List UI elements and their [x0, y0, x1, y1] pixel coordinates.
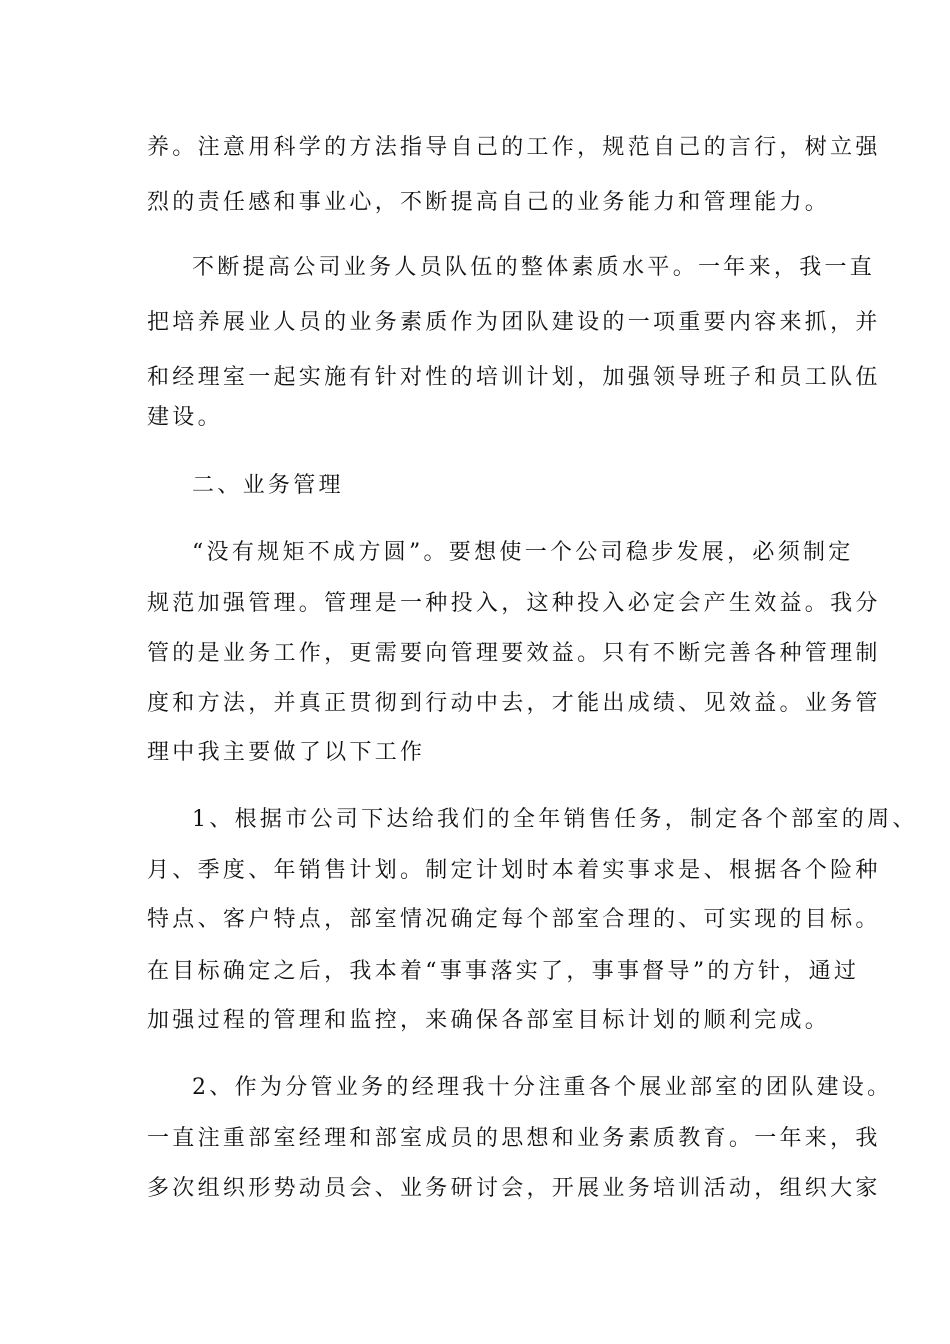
text-line: 规范加强管理。管理是一种投入，这种投入必定会产生效益。我分: [147, 591, 881, 616]
text-line: 多次组织形势动员会、业务研讨会，开展业务培训活动，组织大家: [147, 1176, 881, 1201]
text-line: 理中我主要做了以下工作: [147, 740, 426, 765]
text-line: 不断提高公司业务人员队伍的整体素质水平。一年来，我一直: [192, 255, 876, 280]
text-line: 度和方法，并真正贯彻到行动中去，才能出成绩、见效益。业务管: [147, 691, 881, 716]
text-line: 加强过程的管理和监控，来确保各部室目标计划的顺利完成。: [147, 1008, 831, 1033]
text-line: 和经理室一起实施有针对性的培训计划，加强领导班子和员工队伍: [147, 365, 881, 390]
text-line: 养。注意用科学的方法指导自己的工作，规范自己的言行，树立强: [147, 135, 881, 160]
text-line: 管的是业务工作，更需要向管理要效益。只有不断完善各种管理制: [147, 641, 881, 666]
text-line: 建设。: [147, 405, 223, 430]
text-line: 烈的责任感和事业心，不断提高自己的业务能力和管理能力。: [147, 190, 831, 215]
text-line: 一直注重部室经理和部室成员的思想和业务素质教育。一年来，我: [147, 1126, 881, 1151]
text-line: 把培养展业人员的业务素质作为团队建设的一项重要内容来抓，并: [147, 310, 881, 335]
text-line: “没有规矩不成方圆”。要想使一个公司稳步发展，必须制定: [192, 540, 854, 565]
text-line: 1、根据市公司下达给我们的全年销售任务，制定各个部室的周、: [192, 807, 918, 832]
text-line: 2、作为分管业务的经理我十分注重各个展业部室的团队建设。: [192, 1075, 893, 1100]
text-line: 月、季度、年销售计划。制定计划时本着实事求是、根据各个险种: [147, 858, 881, 883]
section-heading-text: 二、业务管理: [192, 473, 344, 498]
text-line: 在目标确定之后，我本着“事事落实了，事事督导”的方针，通过: [147, 959, 860, 984]
text-line: 特点、客户特点，部室情况确定每个部室合理的、可实现的目标。: [147, 907, 881, 932]
